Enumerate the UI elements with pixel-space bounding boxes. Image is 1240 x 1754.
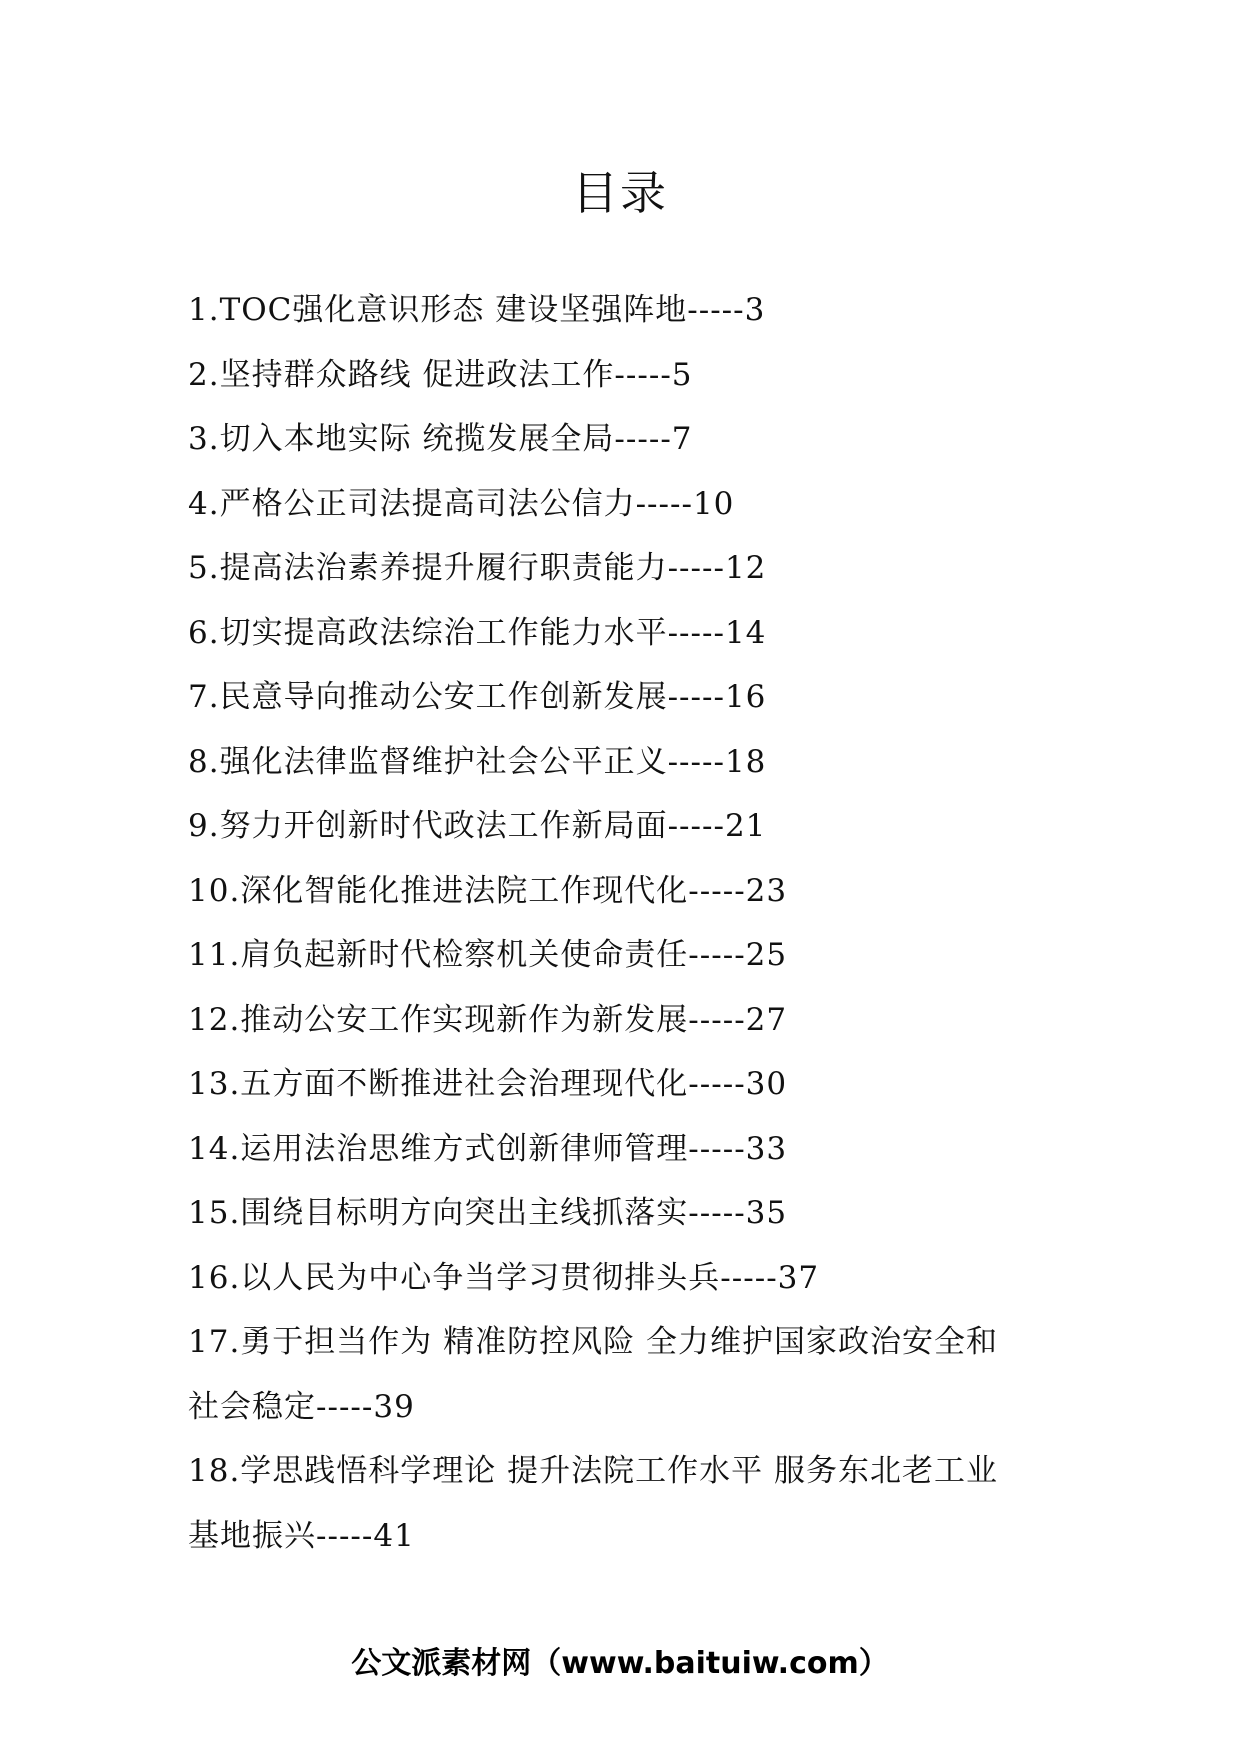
page-title: 目录 [572,166,668,220]
toc-entry: 7.民意导向推动公安工作创新发展-----16 [188,679,767,715]
toc-entry: 16.以人民为中心争当学习贯彻排头兵-----37 [188,1259,820,1296]
toc-entry: 14.运用法治思维方式创新律师管理-----33 [188,1130,788,1167]
toc-entry: 6.切实提高政法综治工作能力水平-----14 [188,614,767,651]
toc-entry: 3.切入本地实际 统揽发展全局-----7 [188,421,693,457]
toc-entry: 1.TOC强化意识形态 建设坚强阵地-----3 [188,292,766,328]
toc-entry: 4.严格公正司法提高司法公信力-----10 [188,485,735,522]
toc-entry: 18.学思践悟科学理论 提升法院工作水平 服务东北老工业 [188,1453,999,1489]
footer-website: 公文派素材网（www.baituiw.com） [351,1646,889,1681]
toc-entry-continuation: 社会稳定-----39 [188,1388,415,1425]
toc-entry: 15.围绕目标明方向突出主线抓落实-----35 [188,1195,788,1231]
toc-entry: 9.努力开创新时代政法工作新局面-----21 [188,808,767,844]
toc-entry: 2.坚持群众路线 促进政法工作-----5 [188,356,693,393]
toc-entry: 13.五方面不断推进社会治理现代化-----30 [188,1066,788,1102]
toc-entry: 11.肩负起新时代检察机关使命责任-----25 [188,937,788,973]
table-of-contents [188,278,1068,1568]
toc-entry-continuation: 基地振兴-----41 [188,1517,415,1554]
toc-entry: 17.勇于担当作为 精准防控风险 全力维护国家政治安全和 [188,1324,999,1360]
toc-entry: 10.深化智能化推进法院工作现代化-----23 [188,872,788,909]
toc-entry: 12.推动公安工作实现新作为新发展-----27 [188,1001,788,1038]
toc-entry: 5.提高法治素养提升履行职责能力-----12 [188,550,767,586]
toc-entry: 8.强化法律监督维护社会公平正义-----18 [188,743,767,780]
